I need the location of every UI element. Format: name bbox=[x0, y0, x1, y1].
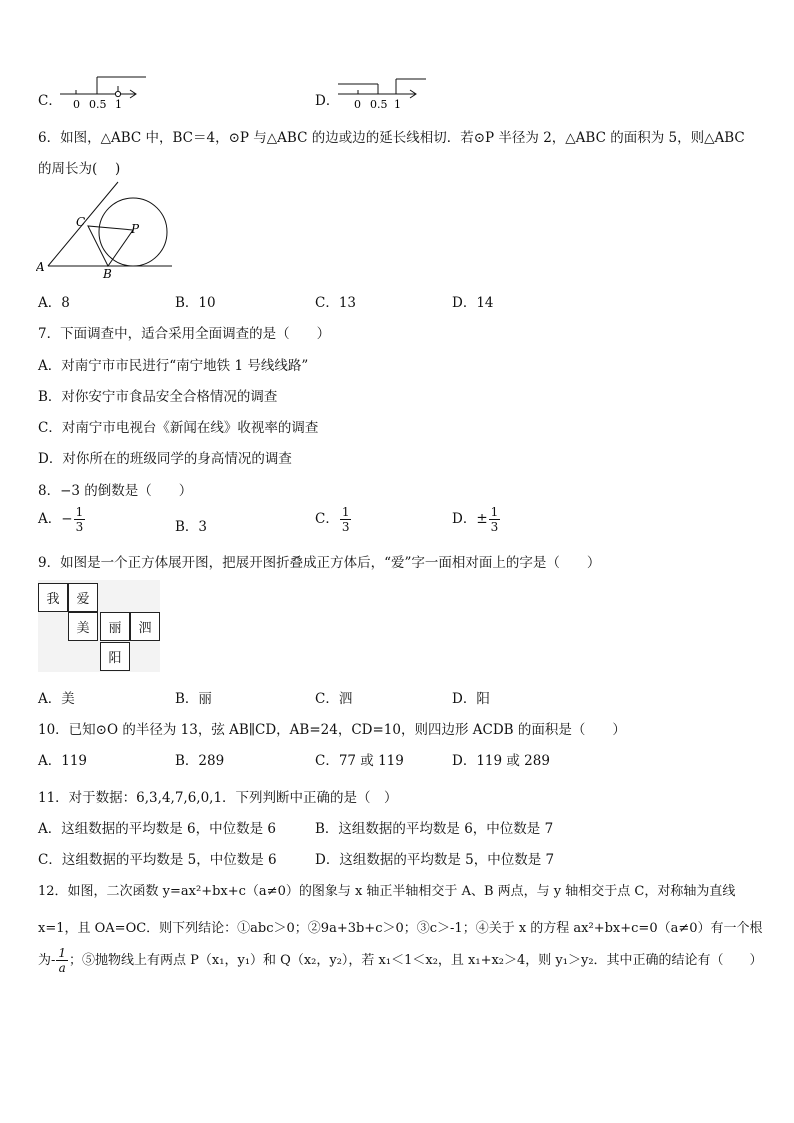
q8-option-c[interactable] bbox=[315, 505, 352, 534]
q5-option-d-label: D． bbox=[315, 93, 340, 109]
q10-option-b[interactable]: B．289 bbox=[175, 753, 225, 769]
q12-stem-line3 bbox=[38, 946, 763, 975]
q5-c-tick-1: 1 bbox=[115, 98, 122, 111]
net-cell-ai: 爱 bbox=[68, 583, 98, 612]
q7-option-d[interactable]: D．对你所在的班级同学的身高情况的调查 bbox=[38, 451, 292, 467]
q12-fraction: $\frac{1}{a}$ bbox=[58, 946, 67, 975]
net-cell-mei: 美 bbox=[68, 612, 98, 641]
q6-option-a[interactable]: A．8 bbox=[38, 295, 70, 311]
q5-option-c-label: C． bbox=[38, 93, 62, 109]
q8-c-prefix: C． bbox=[315, 511, 339, 527]
q6-option-d[interactable]: D．14 bbox=[452, 295, 494, 311]
q8-stem: 8．−3 的倒数是（ ） bbox=[38, 483, 193, 499]
q8-option-b[interactable]: B．3 bbox=[175, 519, 208, 535]
q5-d-tick-0: 0 bbox=[354, 98, 361, 111]
q7-stem: 7．下面调查中，适合采用全面调查的是（ ） bbox=[38, 326, 331, 342]
q12-line3-prefix: 为- bbox=[38, 953, 56, 968]
q5-c-tick-0: 0 bbox=[73, 98, 80, 111]
q5-d-tick-1: 1 bbox=[394, 98, 401, 111]
q5-option-c-number-line bbox=[60, 72, 160, 112]
net-cell-li: 丽 bbox=[100, 612, 130, 641]
q8-c-fraction: $\frac{1}{3}$ bbox=[341, 505, 350, 534]
q12-stem-line1: 12．如图，二次函数 y=ax²+bx+c（a≠0）的图象与 x 轴正半轴相交于 A、B 两点，与 y 轴相交于点 C，对称轴为直线 bbox=[38, 884, 736, 899]
q10-option-d[interactable]: D．119 或 289 bbox=[452, 753, 550, 769]
q9-option-b[interactable]: B．丽 bbox=[175, 691, 212, 707]
q7-option-a[interactable]: A．对南宁市市民进行“南宁地铁 1 号线线路” bbox=[38, 358, 309, 374]
q8-option-d[interactable] bbox=[452, 505, 501, 534]
q9-stem: 9．如图是一个正方体展开图，把展开图折叠成正方体后，“爱”字一面相对面上的字是（ ） bbox=[38, 555, 601, 571]
q9-option-d[interactable]: D．阳 bbox=[452, 691, 490, 707]
net-cell-wo: 我 bbox=[38, 583, 68, 612]
q6-label-c: C bbox=[76, 215, 86, 229]
q6-stem-line1: 6．如图，△ABC 中，BC＝4，⊙P 与△ABC 的边或边的延长线相切．若⊙P 半径为 2，△ABC 的面积为 5，则△ABC bbox=[38, 130, 745, 146]
q10-stem: 10．已知⊙O 的半径为 13，弦 AB∥CD，AB=24，CD=10，则四边形 ACDB 的面积是（ ） bbox=[38, 722, 626, 738]
q11-option-d[interactable]: D．这组数据的平均数是 5，中位数是 7 bbox=[315, 852, 555, 868]
q7-option-c[interactable]: C．对南宁市电视台《新闻在线》收视率的调查 bbox=[38, 420, 319, 436]
q12-stem-line2: x=1，且 OA=OC．则下列结论：①abc＞0；②9a+3b+c＞0；③c＞-1；④关于 x 的方程 ax²+bx+c=0（a≠0）有一个根 bbox=[38, 921, 763, 936]
q5-d-tick-05: 0.5 bbox=[370, 98, 388, 111]
q6-label-b: B bbox=[103, 267, 112, 280]
q6-option-b[interactable]: B．10 bbox=[175, 295, 216, 311]
q11-option-a[interactable]: A．这组数据的平均数是 6，中位数是 6 bbox=[38, 821, 277, 837]
q6-label-p: P bbox=[131, 222, 140, 236]
q8-a-prefix: A．− bbox=[38, 511, 73, 527]
q8-a-fraction: $\frac{1}{3}$ bbox=[75, 505, 84, 534]
q12-line3-suffix: ；⑤抛物线上有两点 P（x₁，y₁）和 Q（x₂，y₂），若 x₁＜1＜x₂，且 x₁+x₂＞4，则 y₁＞y₂．其中正确的结论有（ ） bbox=[69, 953, 763, 968]
q5-c-tick-05: 0.5 bbox=[89, 98, 107, 111]
q11-stem: 11．对于数据：6,3,4,7,6,0,1．下列判断中正确的是（ ） bbox=[38, 790, 398, 806]
q9-cube-net bbox=[38, 580, 160, 672]
q8-d-prefix: D．± bbox=[452, 511, 488, 527]
q10-option-c[interactable]: C．77 或 119 bbox=[315, 753, 404, 769]
q9-option-c[interactable]: C．泗 bbox=[315, 691, 353, 707]
q7-option-b[interactable]: B．对你安宁市食品安全合格情况的调查 bbox=[38, 389, 278, 405]
q9-option-a[interactable]: A．美 bbox=[38, 691, 75, 707]
q10-option-a[interactable]: A．119 bbox=[38, 753, 88, 769]
q11-option-c[interactable]: C．这组数据的平均数是 5，中位数是 6 bbox=[38, 852, 277, 868]
q6-option-c[interactable]: C．13 bbox=[315, 295, 357, 311]
q8-option-a[interactable] bbox=[38, 505, 86, 534]
q5-option-d-number-line bbox=[338, 72, 438, 112]
net-cell-yang: 阳 bbox=[100, 642, 130, 671]
q6-figure bbox=[36, 176, 176, 280]
net-cell-si: 泗 bbox=[130, 612, 160, 641]
q11-option-b[interactable]: B．这组数据的平均数是 6，中位数是 7 bbox=[315, 821, 554, 837]
q8-d-fraction: $\frac{1}{3}$ bbox=[490, 505, 499, 534]
q6-label-a: A bbox=[36, 260, 45, 274]
q6-stem-line2: 的周长为( ) bbox=[38, 161, 121, 177]
